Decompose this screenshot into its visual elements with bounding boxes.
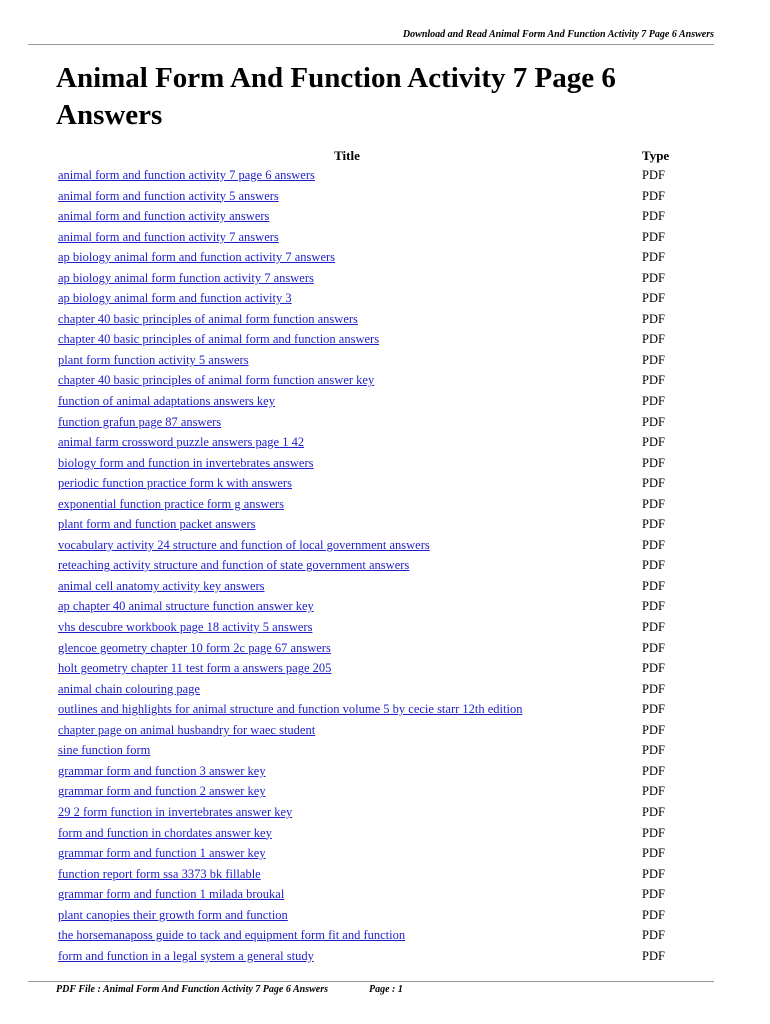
file-type-label: PDF <box>642 188 665 203</box>
file-type-label: PDF <box>642 846 665 861</box>
table-body <box>56 166 676 967</box>
result-link[interactable]: animal chain colouring page <box>58 681 200 696</box>
table-row <box>56 371 676 392</box>
table-row <box>56 721 676 742</box>
file-type-label: PDF <box>642 599 665 614</box>
file-type-label: PDF <box>642 558 665 573</box>
file-type-label: PDF <box>642 661 665 676</box>
result-link[interactable]: plant form function activity 5 answers <box>58 352 249 367</box>
footer-divider <box>28 981 714 982</box>
result-link[interactable]: outlines and highlights for animal structure and function volume 5 by cecie starr 12th edition <box>58 702 523 717</box>
result-link[interactable]: form and function in a legal system a general study <box>58 948 314 963</box>
table-row <box>56 536 676 557</box>
result-link[interactable]: grammar form and function 2 answer key <box>58 784 266 799</box>
result-link[interactable]: periodic function practice form k with answers <box>58 476 292 491</box>
header-divider <box>28 44 714 45</box>
table-row <box>56 844 676 865</box>
result-link[interactable]: ap biology animal form and function activity 7 answers <box>58 250 336 265</box>
file-type-label: PDF <box>642 414 665 429</box>
table-row <box>56 351 676 372</box>
file-type-label: PDF <box>642 291 665 306</box>
table-row <box>56 824 676 845</box>
table-row <box>56 926 676 947</box>
result-link[interactable]: form and function in chordates answer key <box>58 825 272 840</box>
result-link[interactable]: ap biology animal form function activity 7 answers <box>58 270 314 285</box>
file-type-label: PDF <box>642 928 665 943</box>
result-link[interactable]: exponential function practice form g answers <box>58 496 284 511</box>
file-type-label: PDF <box>642 537 665 552</box>
table-row <box>56 700 676 721</box>
table-row <box>56 413 676 434</box>
result-link[interactable]: function report form ssa 3373 bk fillable <box>58 866 261 881</box>
table-row <box>56 248 676 269</box>
file-type-label: PDF <box>642 496 665 511</box>
result-link[interactable]: ap chapter 40 animal structure function answer key <box>58 599 314 614</box>
file-type-label: PDF <box>642 332 665 347</box>
file-type-label: PDF <box>642 784 665 799</box>
file-type-label: PDF <box>642 681 665 696</box>
result-link[interactable]: function of animal adaptations answers key <box>58 394 275 409</box>
result-link[interactable]: animal cell anatomy activity key answers <box>58 578 265 593</box>
table-row <box>56 741 676 762</box>
footer-file-label: PDF File : Animal Form And Function Activity 7 Page 6 Answers <box>56 984 328 995</box>
file-type-label: PDF <box>642 250 665 265</box>
file-type-label: PDF <box>642 804 665 819</box>
file-type-label: PDF <box>642 394 665 409</box>
file-type-label: PDF <box>642 311 665 326</box>
result-link[interactable]: vocabulary activity 24 structure and function of local government answers <box>58 537 430 552</box>
result-link[interactable]: chapter 40 basic principles of animal form and function answers <box>58 332 380 347</box>
result-link[interactable]: animal form and function activity 7 page 6 answers <box>58 168 315 182</box>
footer-page-number: Page : 1 <box>369 984 403 995</box>
result-link[interactable]: sine function form <box>58 743 151 758</box>
table-row <box>56 228 676 249</box>
file-type-label: PDF <box>642 168 665 182</box>
file-type-label: PDF <box>642 352 665 367</box>
file-type-label: PDF <box>642 435 665 450</box>
result-link[interactable]: holt geometry chapter 11 test form a answers page 205 <box>58 661 332 676</box>
table-row <box>56 639 676 660</box>
table-row <box>56 577 676 598</box>
file-type-label: PDF <box>642 455 665 470</box>
table-row <box>56 330 676 351</box>
file-type-label: PDF <box>642 866 665 881</box>
table-row <box>56 515 676 536</box>
table-row <box>56 947 676 968</box>
table-row <box>56 433 676 454</box>
table-row <box>56 762 676 783</box>
file-type-label: PDF <box>642 229 665 244</box>
file-type-label: PDF <box>642 948 665 963</box>
table-row <box>56 803 676 824</box>
file-type-label: PDF <box>642 620 665 635</box>
table-row <box>56 597 676 618</box>
file-type-label: PDF <box>642 578 665 593</box>
title-column-header: Title <box>334 148 360 163</box>
table-row <box>56 187 676 208</box>
file-type-label: PDF <box>642 209 665 224</box>
result-link[interactable]: chapter page on animal husbandry for waec student <box>58 722 316 737</box>
result-link[interactable]: reteaching activity structure and function of state government answers <box>58 558 410 573</box>
table-row <box>56 885 676 906</box>
table-row <box>56 782 676 803</box>
table-row <box>56 207 676 228</box>
file-type-label: PDF <box>642 517 665 532</box>
file-type-label: PDF <box>642 825 665 840</box>
result-link[interactable]: plant form and function packet answers <box>58 517 256 532</box>
result-link[interactable]: grammar form and function 3 answer key <box>58 763 266 778</box>
page-title: Animal Form And Function Activity 7 Page 6 Answers <box>56 62 616 131</box>
result-link[interactable]: vhs descubre workbook page 18 activity 5 answers <box>58 620 313 635</box>
table-row <box>56 618 676 639</box>
result-link[interactable]: grammar form and function 1 milada broukal <box>58 887 285 902</box>
table-row <box>56 454 676 475</box>
file-type-label: PDF <box>642 270 665 285</box>
result-link[interactable]: animal form and function activity answers <box>58 209 270 224</box>
table-row <box>56 680 676 701</box>
table-row <box>56 392 676 413</box>
results-table <box>56 146 676 967</box>
result-link[interactable]: function grafun page 87 answers <box>58 414 222 429</box>
result-link[interactable]: chapter 40 basic principles of animal form function answer key <box>58 373 375 388</box>
table-row <box>56 289 676 310</box>
file-type-label: PDF <box>642 743 665 758</box>
result-link[interactable]: ap biology animal form and function activity 3 <box>58 291 292 306</box>
type-column-header: Type <box>642 148 670 163</box>
table-row <box>56 474 676 495</box>
result-link[interactable]: biology form and function in invertebrates answers <box>58 455 314 470</box>
table-row <box>56 906 676 927</box>
table-row <box>56 556 676 577</box>
table-row <box>56 495 676 516</box>
result-link[interactable]: chapter 40 basic principles of animal form function answers <box>58 311 358 326</box>
table-row <box>56 659 676 680</box>
table-row <box>56 310 676 331</box>
page-header: Download and Read Animal Form And Function Activity 7 Page 6 Answers <box>402 29 714 40</box>
file-type-label: PDF <box>642 907 665 922</box>
file-type-label: PDF <box>642 476 665 491</box>
file-type-label: PDF <box>642 887 665 902</box>
table-header <box>56 146 676 166</box>
file-type-label: PDF <box>642 722 665 737</box>
file-type-label: PDF <box>642 763 665 778</box>
table-row <box>56 269 676 290</box>
table-row <box>56 166 676 187</box>
result-link[interactable]: the horsemanaposs guide to tack and equipment form fit and function <box>58 928 406 943</box>
result-link[interactable]: plant canopies their growth form and function <box>58 907 288 922</box>
result-link[interactable]: animal form and function activity 5 answers <box>58 188 279 203</box>
result-link[interactable]: animal form and function activity 7 answers <box>58 229 279 244</box>
result-link[interactable]: animal farm crossword puzzle answers page 1 42 <box>58 435 305 450</box>
file-type-label: PDF <box>642 702 665 717</box>
result-link[interactable]: glencoe geometry chapter 10 form 2c page 67 answers <box>58 640 331 655</box>
result-link[interactable]: grammar form and function 1 answer key <box>58 846 266 861</box>
file-type-label: PDF <box>642 640 665 655</box>
file-type-label: PDF <box>642 373 665 388</box>
result-link[interactable]: 29 2 form function in invertebrates answer key <box>58 804 293 819</box>
table-row <box>56 865 676 886</box>
